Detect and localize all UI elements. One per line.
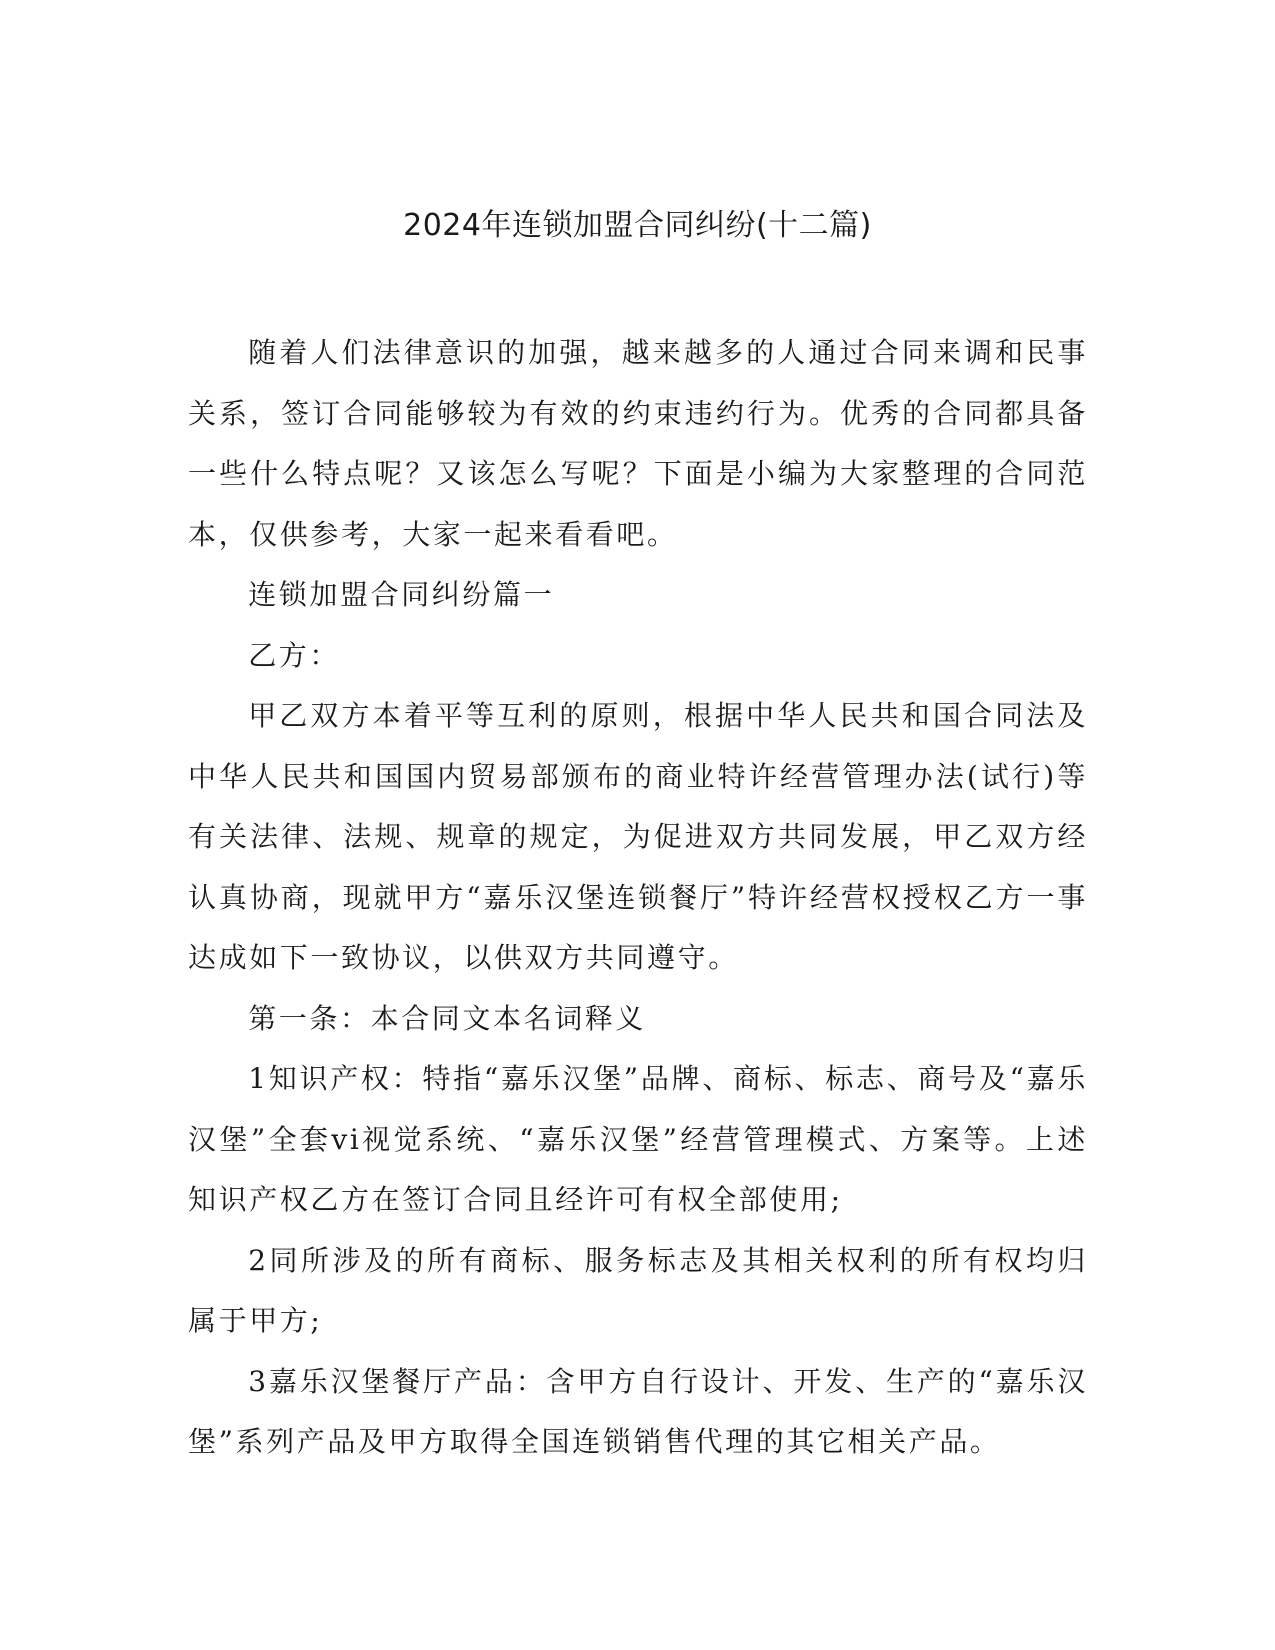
clause-paragraph: 2同所涉及的所有商标、服务标志及其相关权利的所有权均归属于甲方; xyxy=(188,1243,1088,1337)
article-heading: 第一条：本合同文本名词释义 xyxy=(248,1001,646,1035)
preamble-paragraph: 甲乙双方本着平等互利的原则，根据中华人民共和国合同法及中华人民共和国国内贸易部颁布的商业特许经营管理办法(试行)等有关法律、法规、规章的规定，为促进双方共同发展，甲乙双方经认真协商，现就甲方“嘉乐汉堡连锁餐厅”特许经营权授权乙方一事达成如下一致协议，以供双方共同遵守。 xyxy=(188,699,1088,974)
clause-paragraph: 1知识产权：特指“嘉乐汉堡”品牌、商标、标志、商号及“嘉乐汉堡”全套vi视觉系统、“嘉乐汉堡”经营管理模式、方案等。上述知识产权乙方在签订合同且经许可有权全部使用; xyxy=(188,1062,1088,1216)
document-title: 2024年连锁加盟合同纠纷(十二篇) xyxy=(403,208,872,243)
document-body xyxy=(188,323,1088,1473)
intro-paragraph: 随着人们法律意识的加强，越来越多的人通过合同来调和民事关系，签订合同能够较为有效的约束违约行为。优秀的合同都具备一些什么特点呢？又该怎么写呢？下面是小编为大家整理的合同范本，仅供参考，大家一起来看看吧。 xyxy=(188,336,1088,551)
party-b-line: 乙方： xyxy=(248,638,340,672)
section-heading: 连锁加盟合同纠纷篇一 xyxy=(248,578,555,611)
clause-paragraph: 3嘉乐汉堡餐厅产品：含甲方自行设计、开发、生产的“嘉乐汉堡”系列产品及甲方取得全国连锁销售代理的其它相关产品。 xyxy=(188,1364,1088,1458)
